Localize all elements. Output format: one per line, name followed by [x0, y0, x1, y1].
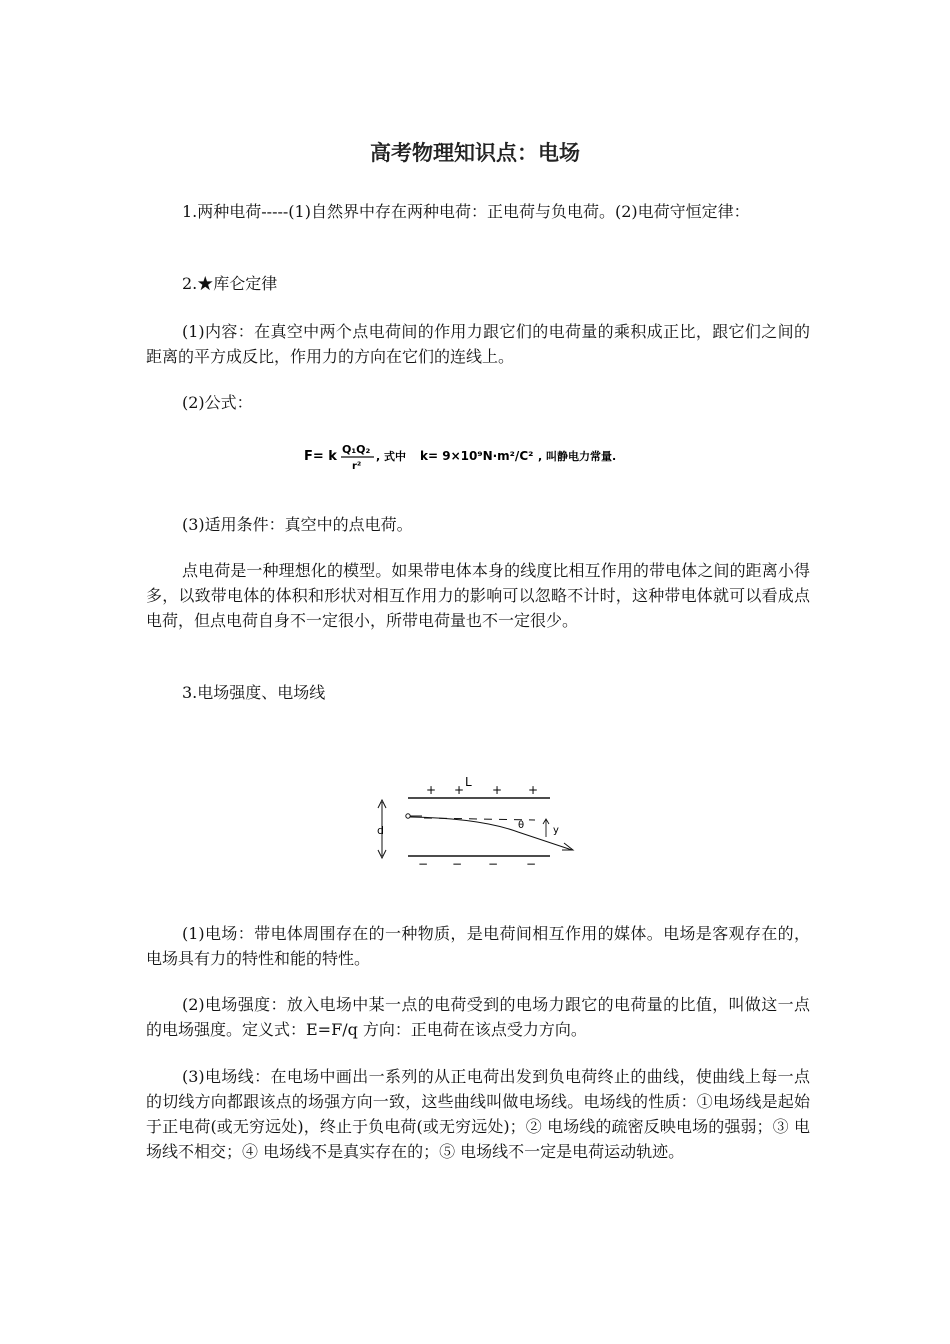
displacement-label: y [553, 825, 559, 836]
angle-label: θ [518, 820, 525, 831]
top-charge-1: + [426, 783, 437, 797]
paragraph-field-strength: (2)电场强度：放入电场中某一点的电荷受到的电场力跟它的电荷量的比值，叫做这一点的电场强度。定义式：E=F/q 方向：正电荷在该点受力方向。 [146, 995, 810, 1039]
formula-middle: , 式中 [376, 450, 407, 463]
paragraph-field-strength-heading: 3.电场强度、电场线 [182, 683, 326, 702]
paragraph-field-lines: (3)电场线：在电场中画出一系列的从正电荷出发到负电荷终止的曲线，使曲线上每一点的切线方向都跟该点的场强方向一致，这些曲线叫做电场线。电场线的性质：①电场线是起始于正电荷(或无穷远处)，终止于负电荷(或无穷远处)；② 电场线的疏密反映电场的强弱；③ 电场线不相交；④ 电场线不是真实存在的；⑤ 电场线不一定是电荷运动轨迹。 [146, 1067, 810, 1161]
top-charge-2: + [454, 783, 465, 797]
charged-particle [406, 814, 410, 818]
paragraph-applicable-conditions: (3)适用条件：真空中的点电荷。 [182, 515, 413, 534]
formula-tail: , 叫静电力常量. [538, 450, 617, 463]
parallel-plate-deflection-diagram [370, 770, 585, 870]
formula-denominator: r² [352, 461, 362, 472]
bottom-charge-2: − [452, 857, 463, 870]
bottom-charge-3: − [488, 857, 499, 870]
paragraph-point-charge: 点电荷是一种理想化的模型。如果带电体本身的线度比相互作用的带电体之间的距离小得多，以致带电体的体积和形状对相互作用力的影响可以忽略不计时，这种带电体就可以看成点电荷，但点电荷自身不一定很小，所带电荷量也不一定很少。 [146, 561, 810, 630]
coulomb-formula-image [302, 437, 662, 477]
bottom-charge-4: − [526, 857, 537, 870]
formula-lhs: F= k [304, 449, 337, 464]
page-title: 高考物理知识点：电场 [370, 141, 580, 165]
top-charge-3: + [492, 783, 503, 797]
length-label: L [465, 775, 472, 789]
paragraph-two-charges: 1.两种电荷-----(1)自然界中存在两种电荷：正电荷与负电荷。(2)电荷守恒定律： [182, 202, 750, 221]
paragraph-coulomb-law-heading: 2.★库仑定律 [182, 274, 278, 293]
formula-constant: k= 9×10⁹N·m²/C² [420, 449, 534, 463]
formula-numerator: Q₁Q₂ [342, 443, 371, 456]
paragraph-electric-field: (1)电场：带电体周围存在的一种物质，是电荷间相互作用的媒体。电场是客观存在的，电场具有力的特性和能的特性。 [146, 924, 810, 968]
separation-label: d [377, 824, 384, 837]
bottom-charge-1: − [418, 857, 429, 870]
paragraph-coulomb-content: (1)内容：在真空中两个点电荷间的作用力跟它们的电荷量的乘积成正比，跟它们之间的距离的平方成反比，作用力的方向在它们的连线上。 [146, 322, 810, 366]
paragraph-formula-label: (2)公式： [182, 393, 253, 412]
top-charge-4: + [528, 783, 539, 797]
